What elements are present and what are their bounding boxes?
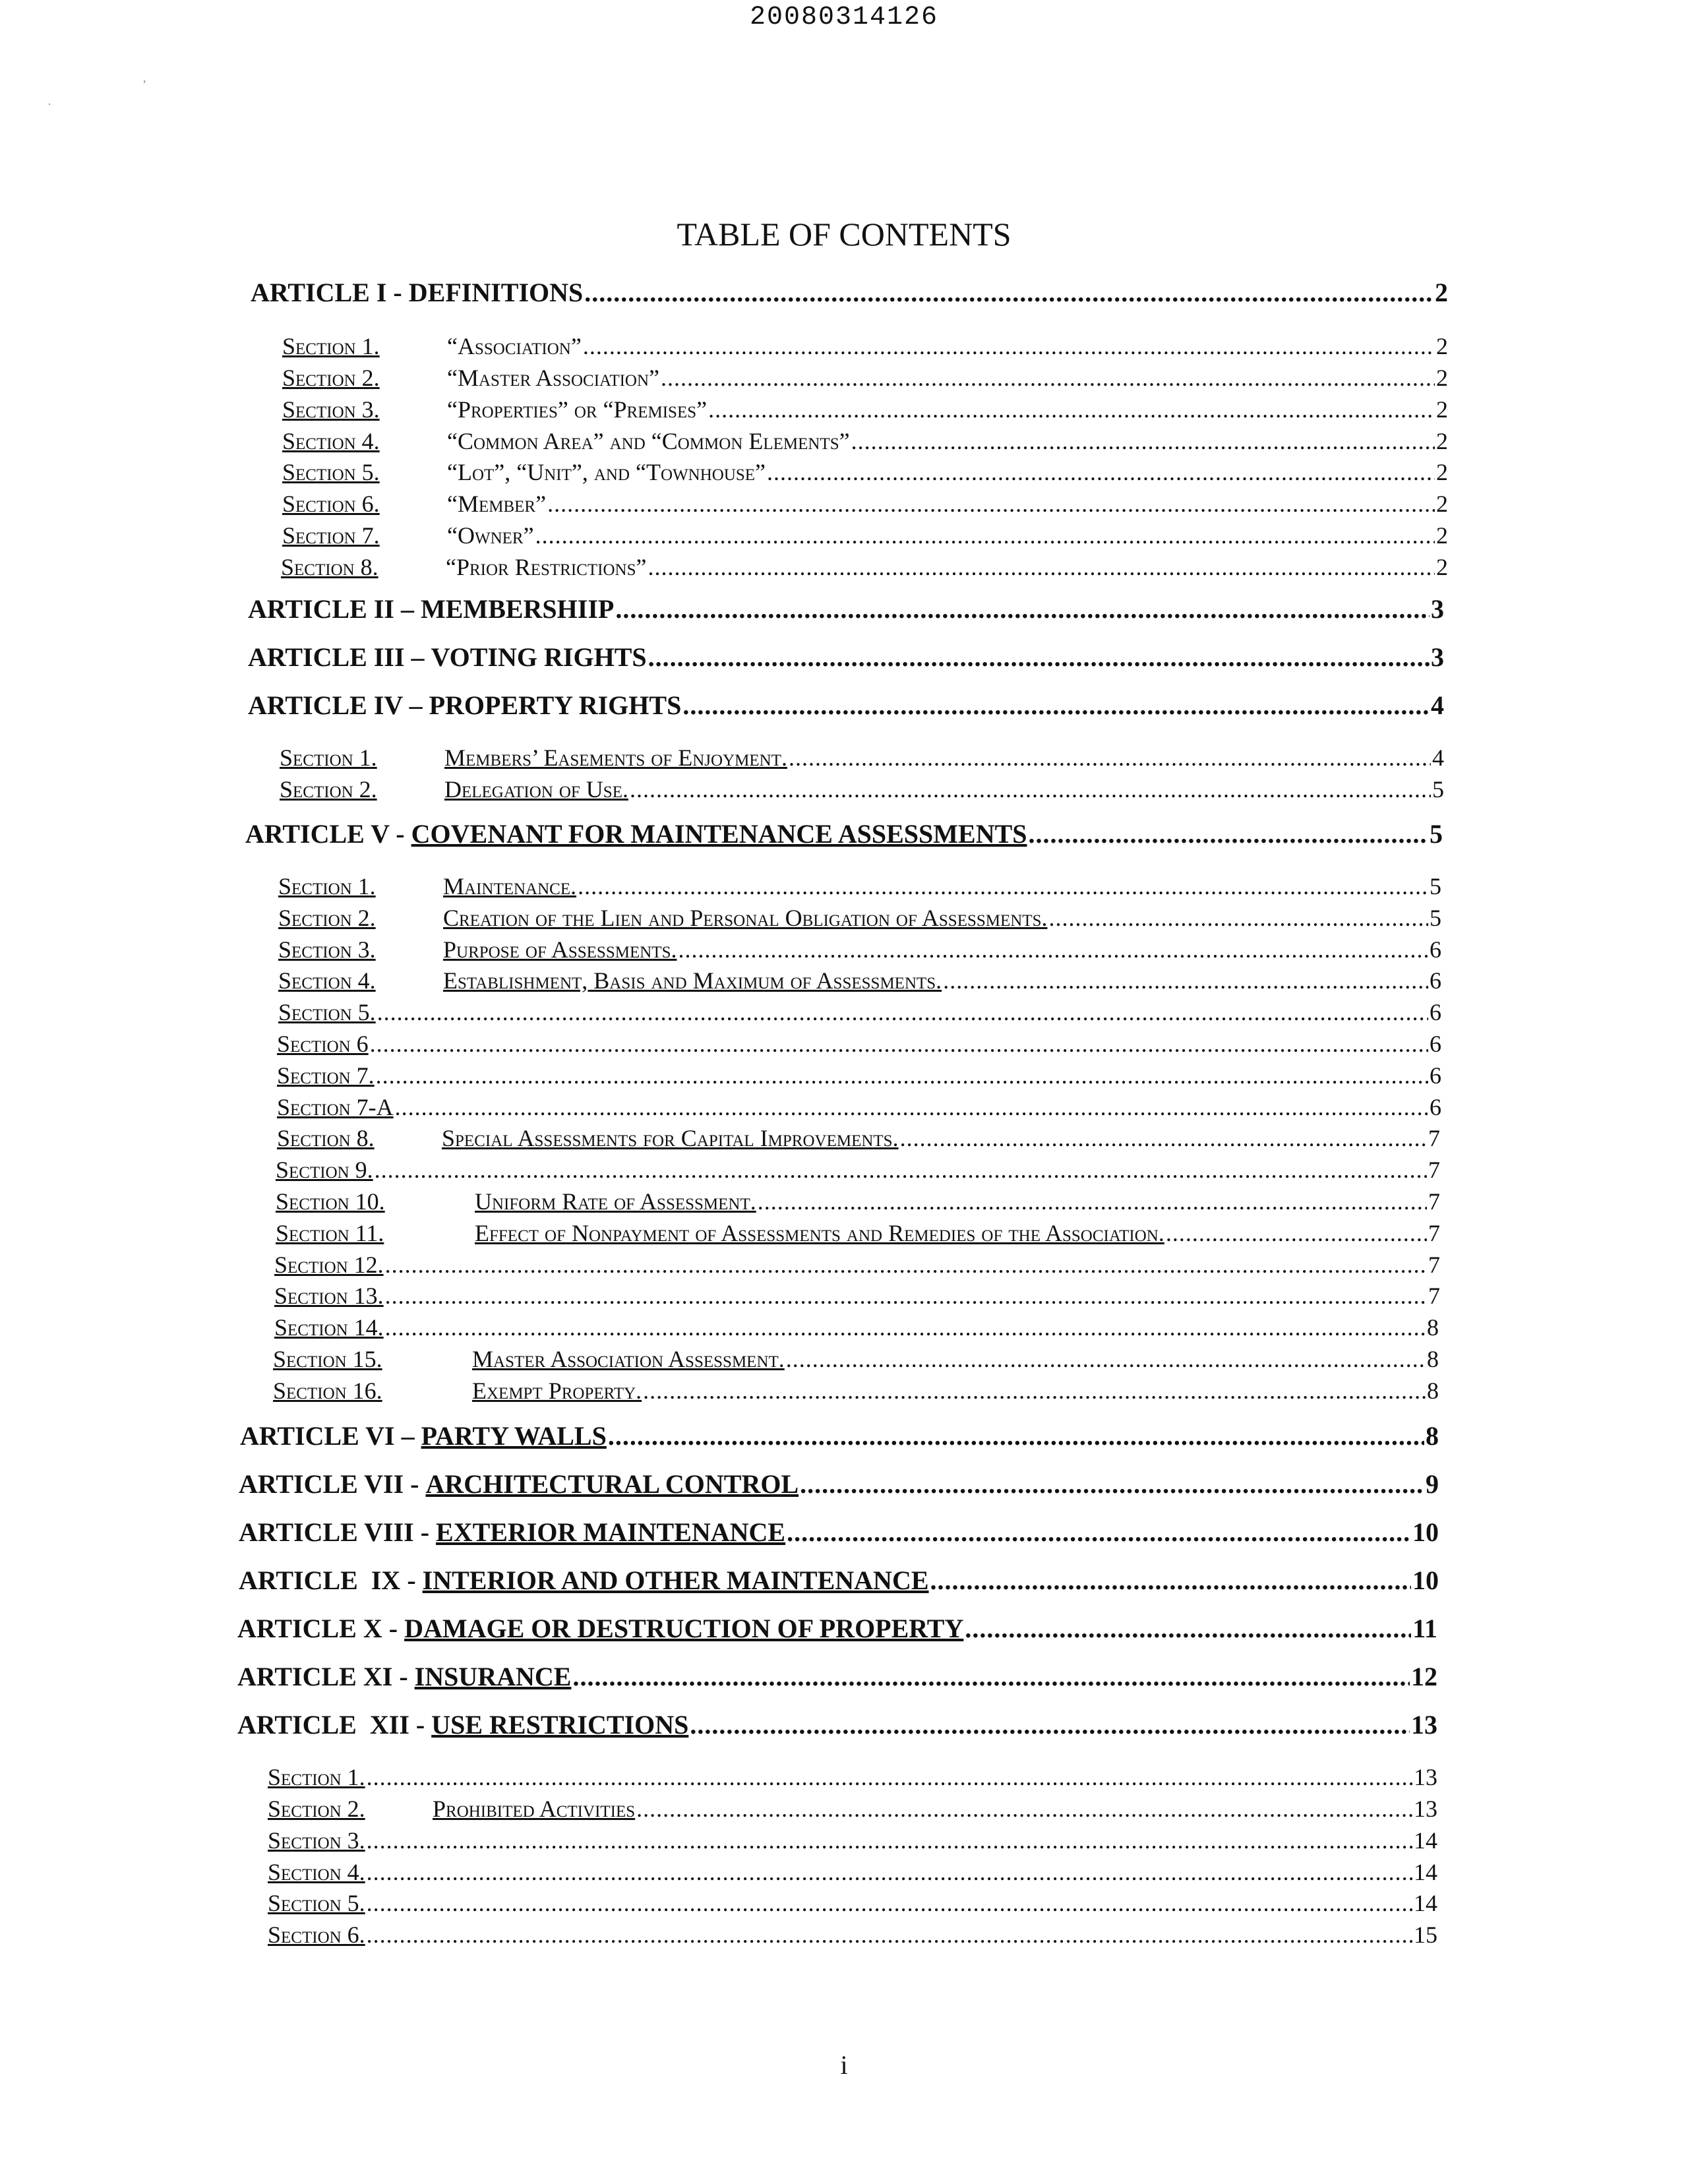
section-label: Section 5. [268, 1890, 365, 1916]
toc-section-section-6 [268, 1921, 1437, 1951]
page-number: 7 [1428, 1252, 1440, 1278]
section-label-cell [282, 522, 447, 549]
section-title: Creation of the Lien and Personal Obligation of Assessments. [443, 905, 1048, 931]
section-label-cell [278, 872, 443, 900]
page-number: 2 [1436, 428, 1448, 454]
dot-leader [367, 1921, 1412, 1949]
toc-section-section-1-members-easements-of-enjoyment [280, 744, 1444, 774]
section-label-cell [282, 458, 447, 486]
toc-article-article-v-covenant-for-maintenance-assessments [245, 818, 1443, 853]
page-number: 15 [1414, 1922, 1437, 1948]
page-number: 7 [1428, 1283, 1440, 1309]
page-number: 7 [1428, 1188, 1440, 1215]
page-number: 5 [1430, 819, 1443, 849]
section-label-cell [282, 364, 447, 392]
section-title: “Owner” [447, 522, 534, 549]
toc-section-section-6 [277, 1030, 1441, 1060]
section-label: Section 8. [277, 1125, 375, 1151]
section-label: Section 6. [282, 491, 380, 517]
scan-mark: · [47, 98, 51, 111]
toc-article-article-ii-membershiip [248, 593, 1444, 628]
page-number: 14 [1414, 1859, 1437, 1885]
page-number: 7 [1428, 1125, 1440, 1151]
section-label-cell [282, 427, 447, 455]
toc-section-section-4 [268, 1858, 1437, 1889]
page-number: 10 [1412, 1517, 1439, 1547]
dot-leader [1049, 904, 1428, 932]
section-label: Section 12. [274, 1252, 384, 1278]
page-number: 13 [1414, 1764, 1437, 1790]
dot-leader [708, 396, 1435, 423]
section-title: “Properties” or “Premises” [447, 396, 708, 423]
page-number: 5 [1432, 776, 1444, 803]
dot-leader [615, 593, 1430, 624]
dot-leader [786, 1345, 1426, 1373]
section-label: Section 5. [278, 999, 376, 1025]
dot-leader [584, 277, 1433, 308]
section-label-cell [276, 1219, 475, 1247]
toc-section-section-8-special-assessments-for-capital-improvements [277, 1124, 1440, 1155]
section-title: Prohibited Activities [433, 1796, 636, 1822]
article-label: ARTICLE XII - [237, 1710, 432, 1740]
page-number: 2 [1436, 365, 1448, 391]
section-label: Section 1. [280, 744, 377, 771]
scan-mark: ʼ [142, 78, 146, 91]
toc-section-section-2-master-association [282, 364, 1448, 394]
dot-leader [690, 1709, 1410, 1740]
section-label: Section 9. [276, 1157, 373, 1183]
section-label: Section 4. [282, 428, 380, 454]
toc-section-section-9 [276, 1156, 1440, 1186]
section-label: Section 13. [274, 1283, 384, 1309]
article-title: VOTING RIGHTS [431, 642, 647, 672]
article-label: ARTICLE VI – [240, 1421, 421, 1451]
toc-section-section-6-member [282, 490, 1448, 520]
page-number: 5 [1430, 873, 1441, 899]
dot-leader [661, 364, 1435, 392]
page-number: 2 [1435, 278, 1448, 307]
dot-leader [578, 872, 1428, 900]
section-title: “Common Area” and “Common Elements” [447, 428, 850, 454]
article-title: MEMBERSHIIP [421, 594, 615, 624]
toc-section-section-15-master-association-assessment [273, 1345, 1439, 1376]
dot-leader [787, 1517, 1411, 1548]
section-label-cell [280, 775, 444, 803]
page-number: 13 [1414, 1796, 1437, 1822]
toc-section-section-5 [268, 1889, 1437, 1920]
toc-section-section-1-maintenance [278, 872, 1441, 903]
dot-leader [385, 1314, 1426, 1341]
section-label-cell [273, 1377, 472, 1405]
page-number: 2 [1436, 522, 1448, 549]
dot-leader [367, 1763, 1412, 1791]
article-title: INSURANCE [414, 1662, 572, 1691]
article-title: PARTY WALLS [421, 1421, 607, 1451]
section-title: Members’ Easements of Enjoyment. [444, 744, 787, 771]
article-label: ARTICLE XI - [237, 1662, 415, 1691]
page-number: 2 [1436, 459, 1448, 485]
dot-leader [367, 1889, 1412, 1917]
page-number: 2 [1436, 333, 1448, 359]
section-label: Section 6 [277, 1031, 369, 1057]
dot-leader [800, 1469, 1424, 1500]
toc-section-section-13 [274, 1282, 1440, 1312]
dot-leader [367, 1827, 1412, 1854]
page-number: 3 [1431, 642, 1444, 672]
section-label: Section 15. [273, 1346, 382, 1372]
toc-section-section-2-prohibited-activities [268, 1795, 1437, 1825]
toc-section-section-4-common-area-and-common-elements [282, 427, 1448, 458]
article-label: ARTICLE X - [237, 1614, 405, 1643]
section-label: Section 7. [282, 522, 380, 549]
dot-leader [385, 1282, 1427, 1310]
section-label: Section 6. [268, 1922, 365, 1948]
section-label-cell [278, 904, 443, 932]
toc-article-article-i-definitions [251, 277, 1448, 311]
toc-section-section-12 [274, 1251, 1440, 1281]
toc-section-section-8-prior-restrictions [281, 553, 1448, 584]
page-number: 14 [1414, 1827, 1437, 1854]
page-number: 4 [1432, 744, 1444, 771]
dot-leader [789, 744, 1431, 772]
dot-leader [636, 1795, 1412, 1823]
section-label: Section 2. [278, 905, 376, 931]
page-number: 7 [1428, 1220, 1440, 1246]
page-number: 4 [1431, 690, 1444, 720]
toc-article-article-ix-interior-and-other-maintenance [239, 1565, 1439, 1599]
section-label-cell [273, 1345, 472, 1373]
toc-section-section-3-purpose-of-assessments [278, 936, 1441, 966]
toc-article-article-xi-insurance [237, 1661, 1437, 1695]
section-label-cell [268, 1795, 433, 1823]
dot-leader [678, 936, 1428, 963]
section-title: “Prior Restrictions” [446, 554, 647, 580]
page-number: 8 [1427, 1314, 1439, 1341]
page-number: 13 [1411, 1710, 1437, 1740]
dot-leader [1166, 1219, 1427, 1247]
section-label: Section 1. [268, 1764, 365, 1790]
dot-leader [395, 1093, 1428, 1121]
page-number: 12 [1411, 1662, 1437, 1691]
article-label: ARTICLE VII - [239, 1469, 426, 1499]
section-label: Section 3. [278, 936, 376, 963]
section-label: Section 7-A [277, 1094, 394, 1120]
page-number: 6 [1430, 936, 1441, 963]
section-label: Section 1. [282, 333, 380, 359]
article-title: COVENANT FOR MAINTENANCE ASSESSMENTS [411, 819, 1027, 849]
article-label: ARTICLE I - [251, 278, 409, 307]
section-label-cell [278, 967, 443, 994]
section-title: “Master Association” [447, 365, 660, 391]
section-label: Section 7. [277, 1062, 375, 1089]
section-label-cell [282, 490, 447, 518]
dot-leader [376, 1062, 1428, 1089]
section-title: Purpose of Assessments. [443, 936, 677, 963]
section-label-cell [277, 1124, 442, 1152]
toc-section-section-11-effect-of-nonpayment-of-assessments-and-remedies-of-the-association [276, 1219, 1440, 1250]
toc-section-section-2-creation-of-the-lien-and-personal-obligation-of-assessments [278, 904, 1441, 934]
section-title: Master Association Assessment. [472, 1346, 785, 1372]
section-label: Section 10. [276, 1188, 385, 1215]
section-label: Section 2. [282, 365, 380, 391]
dot-leader [608, 1420, 1424, 1451]
dot-leader [370, 1030, 1428, 1058]
toc-section-section-5 [278, 998, 1441, 1029]
page-number: 8 [1426, 1421, 1439, 1451]
toc-section-section-7 [277, 1062, 1441, 1092]
toc-section-section-7-a [277, 1093, 1441, 1124]
toc-section-section-3 [268, 1827, 1437, 1857]
toc-section-section-14 [274, 1314, 1439, 1344]
section-label-cell [281, 553, 446, 581]
dot-leader [377, 998, 1428, 1026]
section-title: “Lot”, “Unit”, and “Townhouse” [447, 459, 766, 485]
dot-leader [535, 522, 1435, 549]
page-number: 8 [1427, 1378, 1439, 1404]
section-title: “Member” [447, 491, 547, 517]
section-label: Section 16. [273, 1378, 382, 1404]
dot-leader [547, 490, 1435, 518]
toc-article-article-vii-architectural-control [239, 1469, 1439, 1503]
article-label: ARTICLE V - [245, 819, 411, 849]
dot-leader [1029, 818, 1428, 849]
toc-section-section-1-association [282, 332, 1448, 363]
section-label: Section 3. [268, 1827, 365, 1854]
dot-leader [367, 1858, 1412, 1886]
dot-leader [648, 553, 1435, 581]
article-title: PROPERTY RIGHTS [429, 690, 682, 720]
article-label: ARTICLE II – [248, 594, 421, 624]
dot-leader [851, 427, 1435, 455]
page-number: 11 [1412, 1614, 1437, 1643]
toc-article-article-xii-use-restrictions [237, 1709, 1437, 1744]
dot-leader [767, 458, 1435, 486]
dot-leader [572, 1661, 1410, 1692]
section-label: Section 5. [282, 459, 380, 485]
article-title: USE RESTRICTIONS [431, 1710, 689, 1740]
page-number: 7 [1428, 1157, 1440, 1183]
section-title: Special Assessments for Capital Improvements. [442, 1125, 899, 1151]
dot-leader [758, 1188, 1427, 1215]
article-title: ARCHITECTURAL CONTROL [425, 1469, 799, 1499]
section-label: Section 2. [280, 776, 377, 803]
document-number: 20080314126 [749, 3, 939, 32]
section-title: Effect of Nonpayment of Assessments and Remedies of the Association. [475, 1220, 1164, 1246]
article-label: ARTICLE VIII - [239, 1517, 437, 1547]
page-number: 5 [1430, 905, 1441, 931]
toc-section-section-5-lot-unit-and-townhouse [282, 458, 1448, 489]
toc-article-article-viii-exterior-maintenance [239, 1517, 1439, 1551]
section-label: Section 14. [274, 1314, 384, 1341]
page-number: 10 [1412, 1565, 1439, 1595]
page-number: 6 [1430, 1031, 1441, 1057]
section-label: Section 3. [282, 396, 380, 423]
toc-article-article-iv-property-rights [248, 690, 1444, 724]
dot-leader [643, 1377, 1426, 1405]
page-number: 3 [1431, 594, 1444, 624]
page-number: 2 [1436, 491, 1448, 517]
article-title: INTERIOR AND OTHER MAINTENANCE [422, 1565, 929, 1595]
section-label: Section 4. [278, 967, 376, 994]
dot-leader [375, 1156, 1427, 1184]
section-title: Uniform Rate of Assessment. [475, 1188, 756, 1215]
section-label: Section 4. [268, 1859, 365, 1885]
page-number: 14 [1414, 1890, 1437, 1916]
dot-leader [930, 1565, 1411, 1596]
page-number: 6 [1430, 1094, 1441, 1120]
page-number: 6 [1430, 967, 1441, 994]
dot-leader [583, 332, 1435, 360]
toc-section-section-10-uniform-rate-of-assessment [276, 1188, 1440, 1218]
section-title: “Association” [447, 333, 582, 359]
toc-article-article-iii-voting-rights [248, 642, 1444, 676]
section-title: Exempt Property. [472, 1378, 642, 1404]
page-number: 9 [1426, 1469, 1439, 1499]
toc-article-article-x-damage-or-destruction-of-property [237, 1613, 1437, 1647]
dot-leader [943, 967, 1428, 994]
article-label: ARTICLE IX - [239, 1565, 423, 1595]
page-number: 2 [1436, 554, 1448, 580]
section-title: Establishment, Basis and Maximum of Assessments. [443, 967, 942, 994]
page-number-footer: i [840, 2050, 848, 2080]
article-title: DEFINITIONS [408, 278, 584, 307]
toc-section-section-16-exempt-property [273, 1377, 1439, 1407]
section-label: Section 11. [276, 1220, 384, 1246]
page-number: 6 [1430, 1062, 1441, 1089]
toc-section-section-3-properties-or-premises [282, 396, 1448, 426]
page-number: 6 [1430, 999, 1441, 1025]
section-label-cell [276, 1188, 475, 1215]
page-number: 8 [1427, 1346, 1439, 1372]
section-label-cell [278, 936, 443, 963]
article-label: ARTICLE IV – [248, 690, 429, 720]
toc-title: TABLE OF CONTENTS [677, 215, 1011, 253]
section-label: Section 1. [278, 873, 376, 899]
dot-leader [630, 775, 1431, 803]
toc-section-section-1 [268, 1763, 1437, 1794]
dot-leader [900, 1124, 1427, 1152]
section-label: Section 2. [268, 1796, 365, 1822]
section-label-cell [280, 744, 444, 772]
section-title: Maintenance. [443, 873, 577, 899]
section-title: Delegation of Use. [444, 776, 628, 803]
dot-leader [385, 1251, 1427, 1279]
section-label-cell [282, 396, 447, 423]
toc-section-section-2-delegation-of-use [280, 775, 1444, 806]
section-label-cell [282, 332, 447, 360]
toc-article-article-vi-party-walls [240, 1420, 1439, 1455]
dot-leader [648, 642, 1430, 673]
dot-leader [682, 690, 1430, 721]
article-label: ARTICLE III – [248, 642, 431, 672]
dot-leader [965, 1613, 1411, 1644]
toc-section-section-7-owner [282, 522, 1448, 552]
page-number: 2 [1436, 396, 1448, 423]
section-label: Section 8. [281, 554, 378, 580]
article-title: EXTERIOR MAINTENANCE [436, 1517, 786, 1547]
article-title: DAMAGE OR DESTRUCTION OF PROPERTY [404, 1614, 964, 1643]
toc-section-section-4-establishment-basis-and-maximum-of-assessments [278, 967, 1441, 997]
